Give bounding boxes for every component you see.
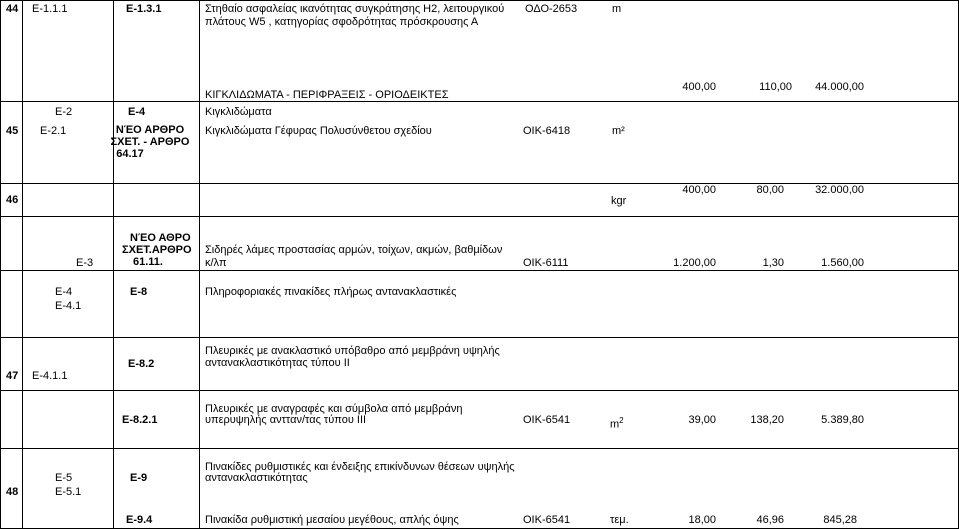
unit-price: 138,20 (750, 414, 784, 426)
related-code: Ε-4 (128, 106, 146, 118)
related-code: Ε-1.3.1 (126, 3, 162, 15)
item-description: υπερυψηλής αντταν/τας τύπου ΙΙΙ (205, 414, 367, 426)
unit: τεμ. (610, 514, 629, 526)
item-number: 47 (6, 370, 19, 382)
total-amount: 5.389,80 (821, 414, 864, 426)
related-code: Ε-8 (130, 286, 148, 298)
article-code: Ε-4.1 (55, 300, 82, 312)
unit: m² (612, 125, 625, 137)
related-code: 61.11. (133, 256, 163, 268)
gridline (0, 0, 1, 529)
item-description: πλάτους W5 , κατηγορίας σφοδρότητας πρόσκρουσης Α (205, 16, 479, 28)
total-amount: 1.560,00 (821, 257, 864, 269)
item-description: Πινακίδα ρυθμιστική μεσαίου μεγέθους, απλής όψης (205, 514, 459, 526)
quantity: 1.200,00 (673, 257, 716, 269)
item-number: 48 (6, 486, 19, 498)
related-code: Ε-9 (130, 472, 148, 484)
article-code: Ε-2.1 (40, 125, 67, 137)
item-number: 46 (6, 194, 19, 206)
related-code: Ε-8.2.1 (122, 414, 158, 426)
unit-base: m (610, 418, 620, 431)
article-code: Ε-1.1.1 (32, 3, 68, 15)
gridline (0, 270, 959, 271)
quantity: 39,00 (688, 414, 716, 426)
unit-price: 46,96 (756, 514, 784, 526)
total-amount: 845,28 (823, 514, 857, 526)
related-code: ΣΧΕΤ. - ΑΡΘΡΟ (110, 136, 190, 148)
unit-exponent: 2 (619, 416, 624, 425)
related-code: ΣΧΕΤ.ΑΡΘΡΟ (122, 244, 192, 256)
gridline (0, 390, 959, 391)
item-description: Κιγκλιδώματα Γέφυρας Πολυσύνθετου σχεδίου (205, 125, 432, 137)
total-amount: 44.000,00 (815, 81, 864, 93)
item-description: Πληροφοριακές πινακίδες πλήρως αντανακλαστικές (205, 286, 457, 298)
gridline (22, 0, 23, 529)
item-description: κ/λπ (205, 257, 227, 269)
reference-code: ΟΙΚ-6541 (523, 414, 571, 426)
gridline (0, 216, 959, 217)
item-description: Πλευρικές με αναγραφές και σύμβολα από μεμβράνη (205, 403, 463, 415)
item-number: 44 (6, 3, 19, 15)
article-code: Ε-5 (55, 472, 73, 484)
quantity: 400,00 (682, 184, 716, 196)
related-code: Ε-9.4 (126, 514, 153, 526)
gridline (0, 101, 959, 102)
quantity: 400,00 (682, 81, 716, 93)
related-code: 64.17 (116, 148, 144, 160)
reference-code: ΟΔΟ-2653 (525, 3, 578, 15)
article-code: Ε-2 (55, 106, 73, 118)
gridline (0, 0, 959, 1)
item-description: Κιγκλιδώματα (205, 106, 272, 118)
unit-price: 110,00 (759, 81, 792, 93)
item-description: αντανακλαστικότητας (205, 472, 308, 484)
unit-price: 80,00 (756, 184, 784, 196)
related-code: ΝΈΟ ΑΘΡΟ (130, 232, 191, 244)
gridline (199, 0, 200, 529)
article-code: Ε-4 (55, 286, 73, 298)
item-description: αντανακλαστικότητας τύπου ΙΙ (205, 357, 350, 369)
unit: kgr (611, 195, 627, 207)
group-title: ΚΙΓΚΛΙΔΩΜΑΤΑ - ΠΕΡΙΦΡΑΞΕΙΣ - ΟΡΙΟΔΕΙΚΤΕΣ (205, 89, 449, 101)
gridline (113, 0, 114, 529)
article-code: Ε-4.1.1 (32, 370, 68, 382)
reference-code: ΟΙΚ-6111 (523, 257, 569, 269)
article-code: Ε-5.1 (55, 486, 82, 498)
unit-price: 1,30 (762, 257, 784, 269)
item-description: Σιδηρές λάμες προστασίας αρμών, τοίχων, ακμών, βαθμίδων (205, 244, 503, 256)
reference-code: ΟΙΚ-6541 (523, 514, 571, 526)
quantity: 18,00 (688, 514, 716, 526)
unit (610, 414, 624, 432)
unit: m (612, 3, 622, 15)
reference-code: ΟΙΚ-6418 (523, 125, 571, 137)
related-code: Ε-8.2 (128, 358, 155, 370)
gridline (0, 337, 959, 338)
gridline (0, 448, 959, 449)
item-description: Πινακίδες ρυθμιστικές και ένδειξης επικίνδυνων θέσεων υψηλής (205, 461, 515, 473)
total-amount: 32.000,00 (815, 184, 864, 196)
item-description: Πλευρικές με ανακλαστικό υπόβαθρο από μεμβράνη υψηλής (205, 345, 500, 357)
item-description: Στηθαίο ασφαλείας ικανότητας συγκράτησης Η2, λειτουργικού (205, 3, 505, 15)
article-code: Ε-3 (76, 257, 94, 269)
related-code: ΝΈΟ ΑΡΘΡΟ (115, 124, 185, 136)
item-number: 45 (6, 125, 19, 137)
